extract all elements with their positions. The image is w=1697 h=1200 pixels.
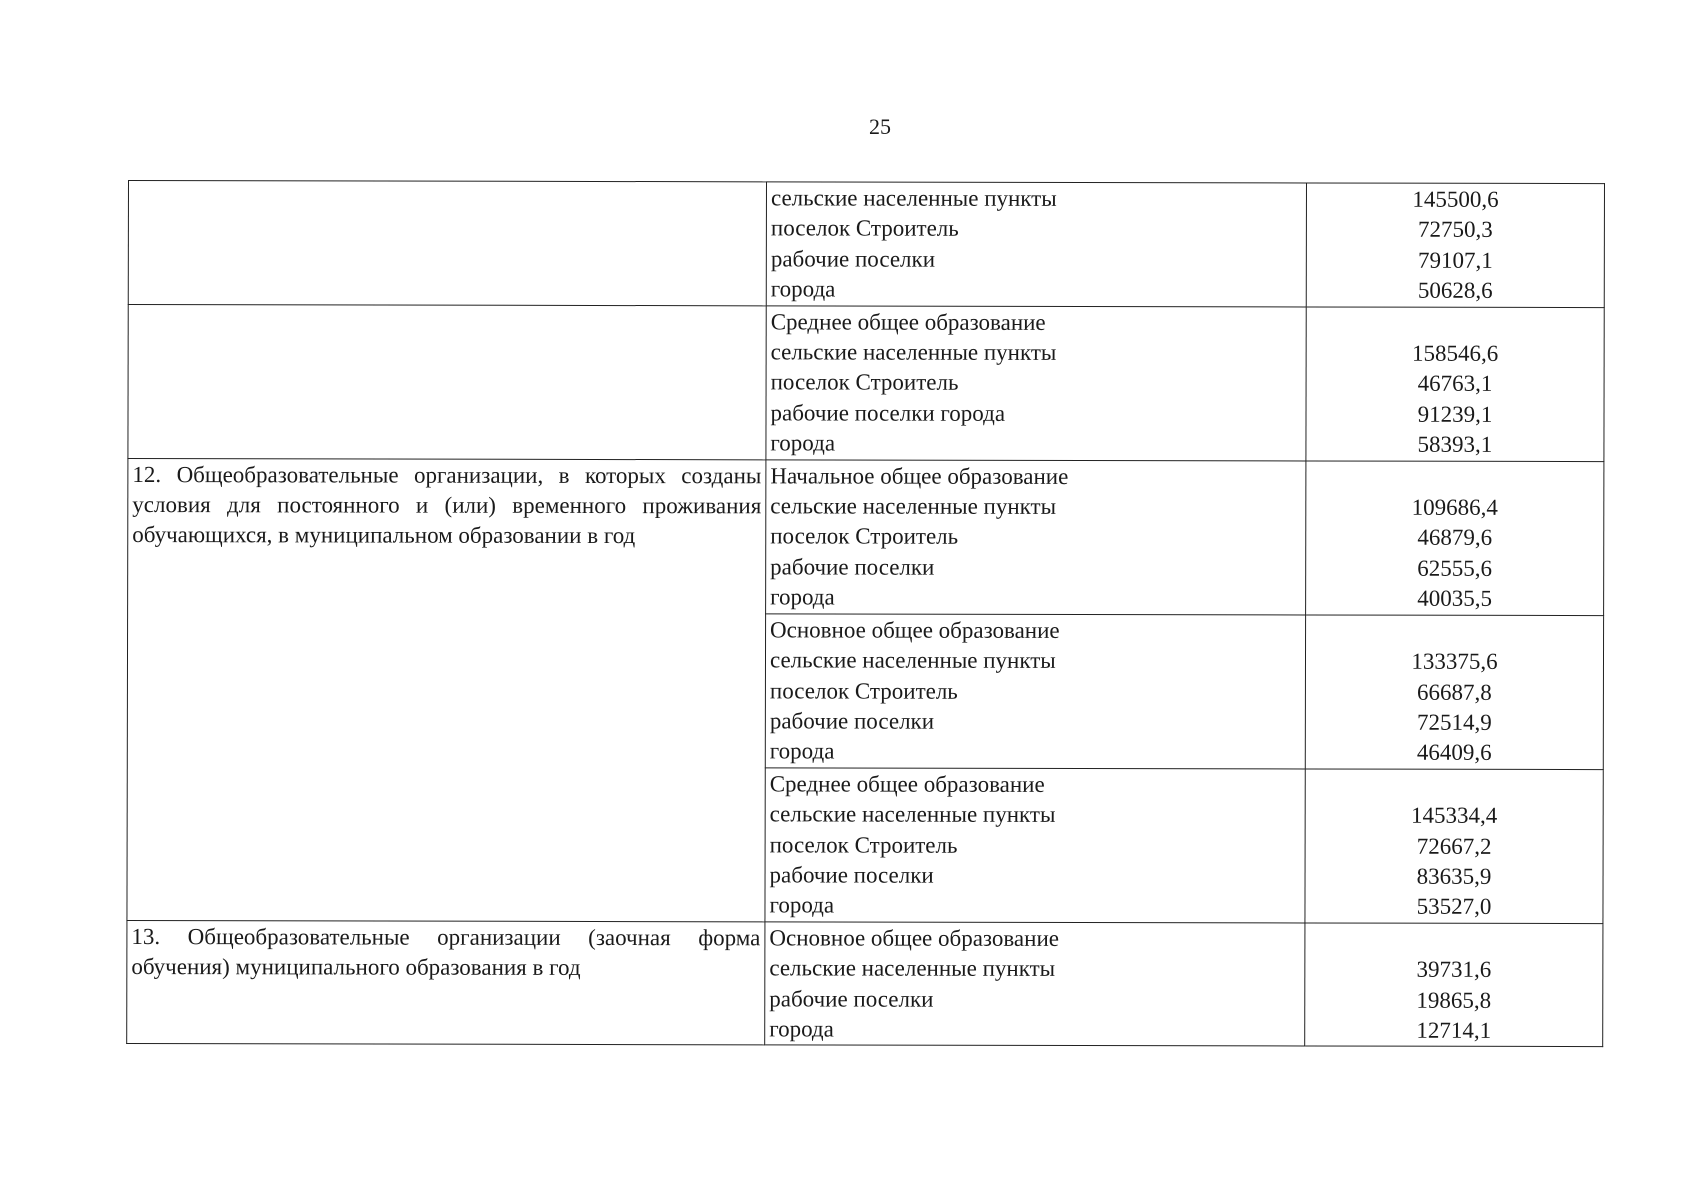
category-line: сельские населенные пункты <box>769 955 1056 982</box>
organization-cell: 12. Общеобразовательные организации, в которых созданы условия для постоянного и (или) временного проживания обучающихся, в муниципальном образовании в год <box>127 458 766 921</box>
category-line: города <box>769 1016 834 1042</box>
value-line: 72750,3 <box>1417 217 1493 243</box>
value-line: 72667,2 <box>1416 833 1492 859</box>
value-line <box>1311 308 1600 339</box>
value-line: 158546,6 <box>1411 340 1499 366</box>
category-line: сельские населенные пункты <box>770 185 1057 211</box>
organization-cell <box>128 181 766 306</box>
value-cell <box>1306 183 1604 307</box>
table-row <box>127 920 1603 1047</box>
value-line: 50628,6 <box>1417 277 1493 304</box>
value-line: 83635,9 <box>1416 863 1492 889</box>
value-line: 145334,4 <box>1411 802 1498 828</box>
category-line: поселок Строитель <box>770 369 959 396</box>
value-line: 133375,6 <box>1411 648 1498 674</box>
category-line: города <box>769 892 835 918</box>
category-cell <box>765 768 1305 923</box>
organization-cell: 13. Общеобразовательные организации (заочная форма обучения) муниципального образования в год <box>127 920 765 1045</box>
value-cell <box>1306 307 1604 462</box>
normatives-table <box>126 180 1605 1047</box>
value-line: 72514,9 <box>1416 709 1492 735</box>
category-line: рабочие поселки <box>770 554 935 580</box>
value-line: 39731,6 <box>1416 956 1492 983</box>
category-line: сельские населенные пункты <box>769 647 1056 674</box>
value-line: 46763,1 <box>1417 371 1493 397</box>
category-line: поселок Строитель <box>770 215 959 242</box>
category-line: города <box>770 584 835 610</box>
value-line: 66687,8 <box>1417 679 1492 705</box>
value-line: 46409,6 <box>1416 740 1492 766</box>
category-line: поселок Строитель <box>769 677 958 704</box>
value-line <box>1310 770 1599 801</box>
category-line: города <box>770 430 836 456</box>
value-line: 19865,8 <box>1416 987 1492 1013</box>
category-heading: Среднее общее образование <box>770 308 1046 335</box>
value-line: 40035,5 <box>1417 585 1493 612</box>
category-heading: Начальное общее образование <box>770 463 1069 489</box>
category-cell <box>765 614 1305 769</box>
category-line: поселок Строитель <box>769 831 958 858</box>
category-line: сельские населенные пункты <box>769 801 1056 828</box>
value-line: 62555,6 <box>1417 555 1493 581</box>
table-row <box>128 304 1604 461</box>
value-cell <box>1305 769 1603 924</box>
value-line <box>1310 616 1599 647</box>
category-heading: Основное общее образование <box>769 925 1060 951</box>
value-cell <box>1305 615 1603 770</box>
category-line: сельские населенные пункты <box>770 493 1057 520</box>
category-cell <box>766 182 1306 307</box>
value-line: 12714,1 <box>1416 1017 1492 1043</box>
value-cell <box>1306 461 1604 616</box>
value-line: 58393,1 <box>1417 431 1493 458</box>
category-cell <box>766 459 1306 614</box>
value-line: 145500,6 <box>1412 186 1499 212</box>
category-heading: Основное общее образование <box>770 617 1060 643</box>
category-line: сельские населенные пункты <box>770 339 1057 365</box>
value-line: 79107,1 <box>1417 247 1493 273</box>
category-line: рабочие поселки <box>770 246 936 272</box>
value-line: 53527,0 <box>1416 894 1492 920</box>
value-line <box>1310 462 1599 493</box>
table-row <box>128 458 1604 615</box>
value-line: 91239,1 <box>1417 401 1493 427</box>
category-line: поселок Строитель <box>770 523 959 550</box>
value-line: 46879,6 <box>1417 525 1493 551</box>
table-row <box>128 181 1604 308</box>
category-cell <box>766 305 1306 460</box>
category-line: города <box>769 738 835 764</box>
category-line: города <box>770 276 836 302</box>
category-line: рабочие поселки <box>769 862 934 888</box>
organization-cell <box>128 304 766 459</box>
category-line: рабочие поселки города <box>770 400 1006 426</box>
value-cell <box>1305 923 1603 1047</box>
category-line: рабочие поселки <box>769 708 935 734</box>
page-number: 25 <box>869 114 891 139</box>
value-line <box>1309 924 1598 955</box>
category-line: рабочие поселки <box>769 985 934 1012</box>
category-cell <box>765 922 1305 1047</box>
value-line: 109686,4 <box>1411 494 1498 520</box>
category-heading: Среднее общее образование <box>769 771 1045 797</box>
